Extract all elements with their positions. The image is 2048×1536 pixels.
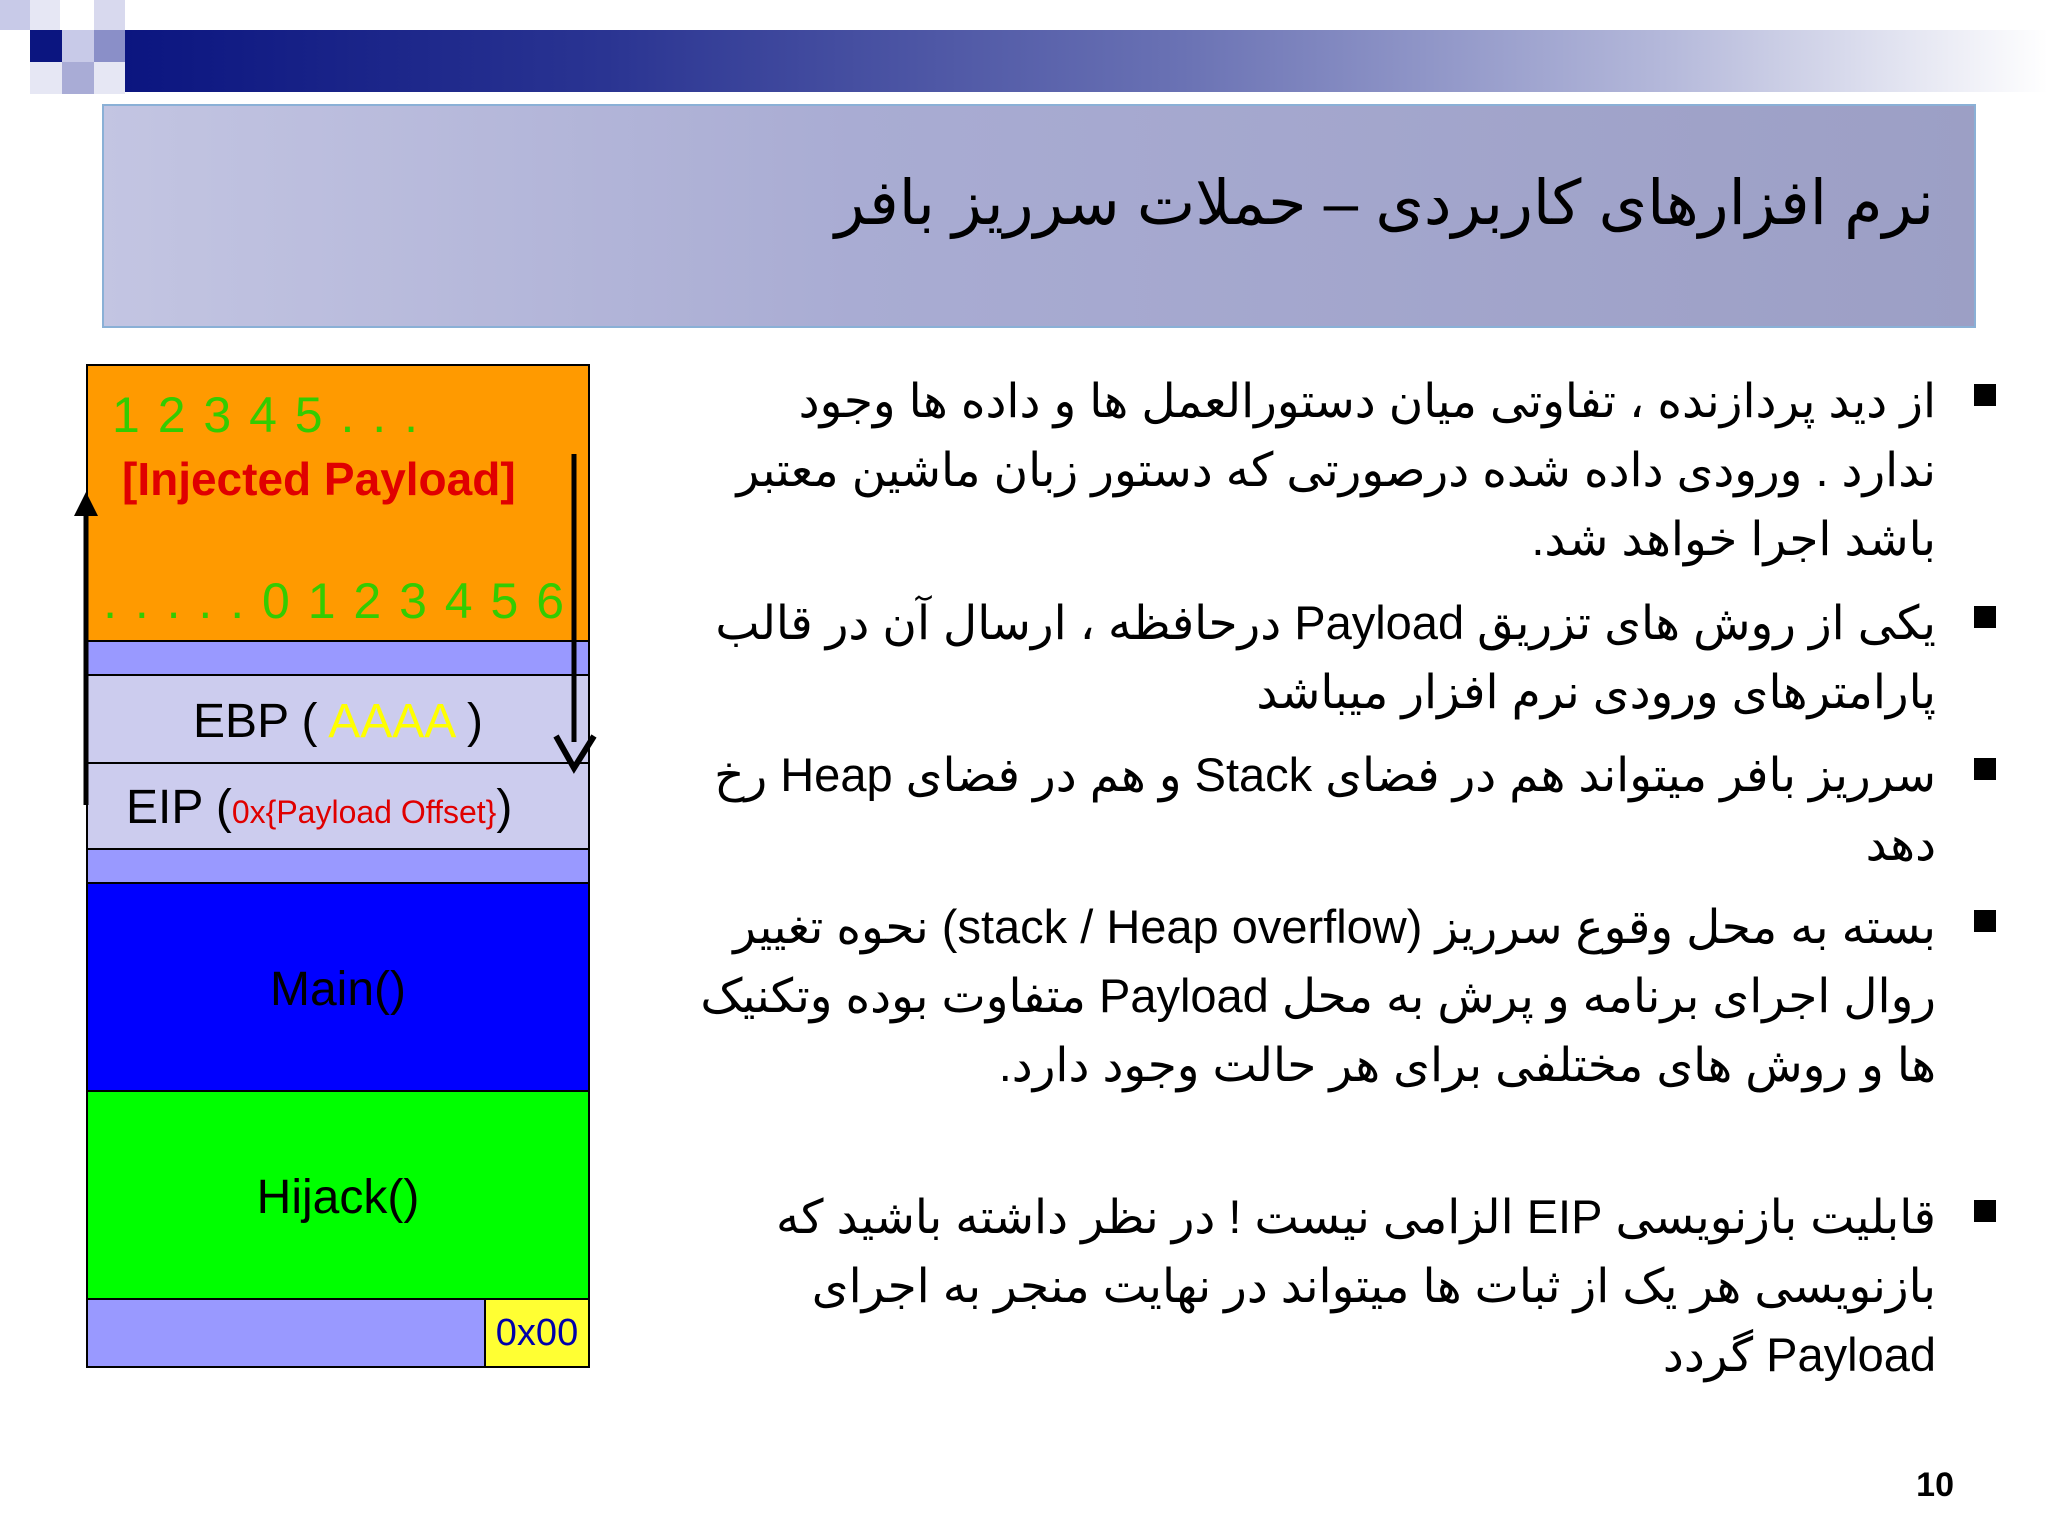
hijack-frame-block bbox=[86, 1090, 590, 1300]
payload-label: [Injected Payload] bbox=[122, 453, 516, 505]
ebp-value: AAAA bbox=[328, 695, 454, 748]
ebp-suffix: ) bbox=[453, 695, 483, 748]
bullet-square-icon bbox=[1974, 758, 1996, 780]
eip-prefix: EIP ( bbox=[126, 781, 232, 834]
bullet-text: از دید پردازنده ، تفاوتی میان دستورالعمل ها و داده ها وجود ندارد . ورودی داده شده درصورتی که دستور زبان ماشین معتبر باشد اجرا خواهد شد. bbox=[736, 374, 1936, 565]
main-frame-block bbox=[86, 882, 590, 1092]
decor-square bbox=[30, 30, 62, 62]
bullet-text: بسته به محل وقوع سرریز (stack / Heap overflow) نحوه تغییر روال اجرای برنامه و پرش به محل Payload متفاوت بوده وتکنیک ها و روش های مختلفی برای هر حالت وجود دارد. bbox=[700, 900, 1936, 1091]
stack-gap bbox=[86, 848, 590, 884]
page-number: 10 bbox=[1916, 1466, 1954, 1504]
ebp-prefix: EBP ( bbox=[193, 695, 329, 748]
bullet-square-icon bbox=[1974, 606, 1996, 628]
decor-square bbox=[62, 62, 94, 94]
decor-square bbox=[62, 30, 94, 62]
slide-title: نرم افزارهای کاربردی – حملات سرریز بافر bbox=[834, 169, 1934, 238]
payload-bottom-bytes: . . . . . 0 1 2 3 4 5 6 bbox=[103, 573, 566, 629]
decor-square bbox=[94, 30, 125, 62]
decor-square bbox=[30, 0, 60, 30]
bullet-text: یکی از روش های تزریق Payload درحافظه ، ارسال آن در قالب پارامترهای ورودی نرم افزار میباشد bbox=[715, 596, 1936, 718]
down-arrow-icon bbox=[556, 454, 594, 768]
payload-top-bytes: 1 2 3 4 5 . . . bbox=[112, 387, 420, 443]
decor-square bbox=[94, 0, 125, 30]
stack-bottom-block bbox=[86, 1298, 590, 1368]
hijack-label: Hijack() bbox=[256, 1171, 420, 1224]
null-byte-box: 0x00 bbox=[484, 1298, 590, 1368]
bullet-square-icon bbox=[1974, 910, 1996, 932]
bullet-square-icon bbox=[1974, 384, 1996, 406]
decor-square bbox=[0, 0, 30, 30]
bullet-square-icon bbox=[1974, 1200, 1996, 1222]
decor-square bbox=[94, 62, 125, 94]
decor-square bbox=[30, 62, 62, 94]
eip-suffix: ) bbox=[496, 781, 513, 834]
bullet-text: سرریز بافر میتواند هم در فضای Stack و هم در فضای Heap رخ دهد bbox=[714, 748, 1936, 870]
header-gradient-band bbox=[125, 30, 2048, 92]
eip-value: 0x{Payload Offset} bbox=[231, 794, 497, 830]
title-bar bbox=[102, 104, 1976, 328]
bullet-text: قابلیت بازنویسی EIP الزامی نیست ! در نظر داشته باشید که بازنویسی هر یک از ثبات ها میتواند در نهایت منجر به اجرای Payload گردد bbox=[775, 1190, 1936, 1381]
flow-arrows bbox=[60, 440, 620, 840]
up-arrow-icon bbox=[74, 492, 98, 805]
main-label: Main() bbox=[269, 963, 406, 1016]
